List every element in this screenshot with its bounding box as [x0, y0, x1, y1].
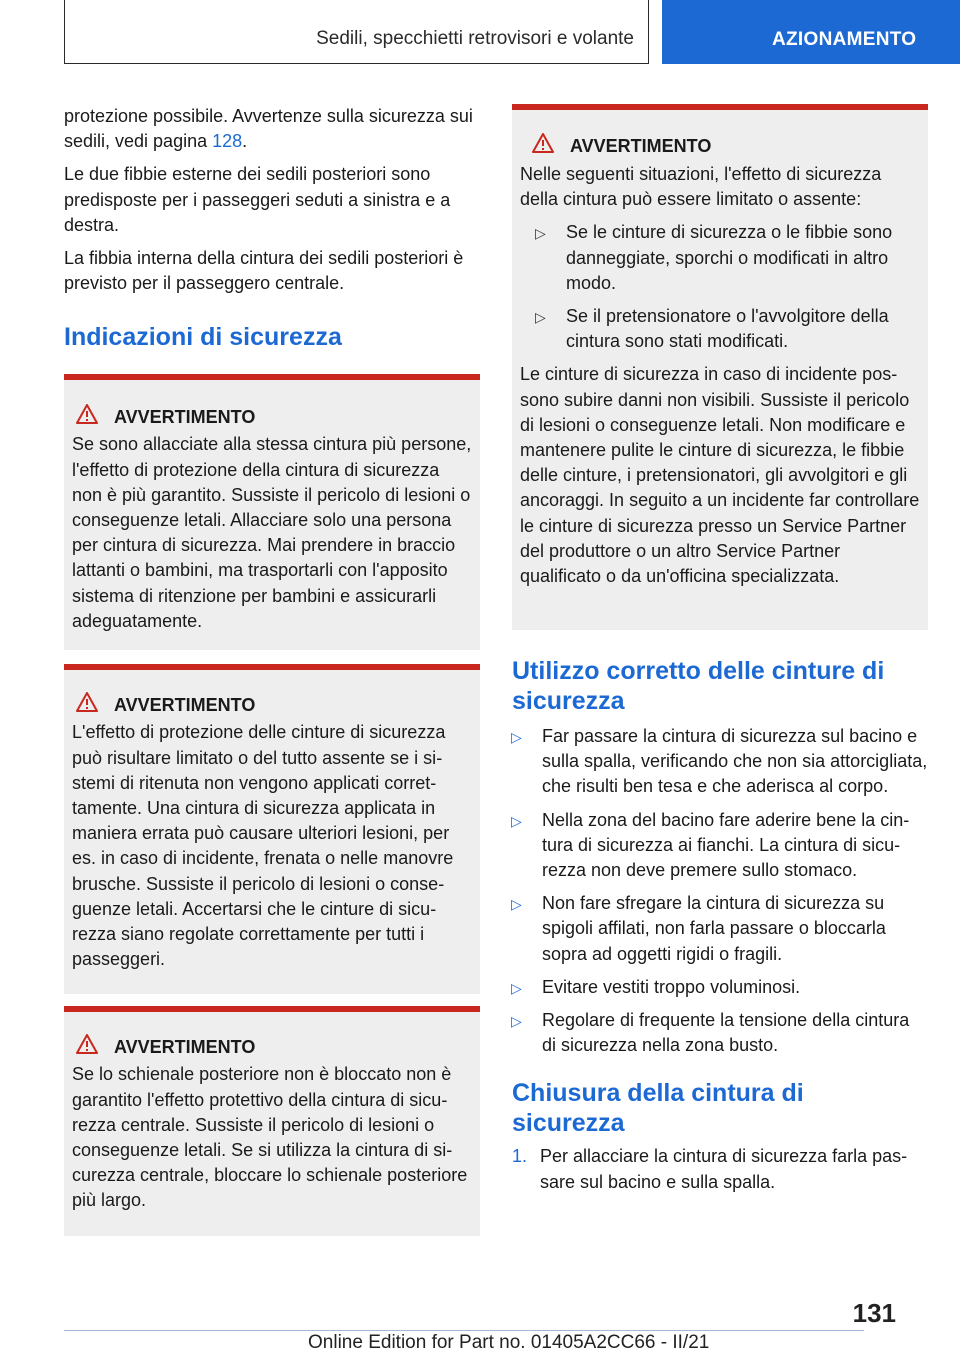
section-heading: Utilizzo corretto delle cinture di sicurezza: [512, 657, 885, 715]
warning-title-text: AVVERTIMENTO: [114, 1036, 256, 1057]
bullet-list: [506, 724, 928, 1058]
warning-body: Se lo schienale posteriore non è bloccato non è garantito l'effetto protettivo della cintura di sicurezza centrale. Sussiste il pericolo di lesioni o conseguenze letali. Se si utilizza la cintura di sicurezza centrale, bloccare lo schienale posteriore più largo.: [72, 1064, 468, 1211]
warning-box: [64, 374, 480, 650]
left-column: [64, 104, 480, 1236]
warning-title: [72, 404, 472, 430]
triangle-right-icon: ▷: [511, 896, 522, 913]
list-item: [506, 1008, 928, 1058]
list-item-text: Non fare sfregare la cintura di sicurezza su spigoli affilati, non farla passare o bloccarla sopra ad oggetti rigidi o fragili.: [542, 893, 886, 964]
warning-title-text: AVVERTIMENTO: [114, 694, 256, 715]
triangle-right-icon: ▷: [511, 1013, 522, 1030]
warning-triangle-icon: [76, 692, 98, 719]
warning-body: L'effetto di protezione delle cinture di sicurezza può risultare limitato o del tutto assente se i sistemi di ritenuta non vengono applicati correttamente. Una cintura di sicurezza applicata in maniera errata può causare ulteriori lesioni, per es. in caso di incidente, frenata o nelle manovre brusche. Sussiste il pericolo di lesioni o conseguenze letali. Accertarsi che le cinture di sicurezza siano regolate correttamente per tutti i passeggeri.: [72, 722, 454, 970]
page-link[interactable]: 128: [212, 131, 243, 152]
warning-body: Se sono allacciate alla stessa cintura più persone, l'effetto di protezione della cintura di sicurezza non è più garantito. Sussiste il pericolo di lesioni o conseguenze letali. Allacciare solo una persona per cintura di sicurezza. Mai prendere in braccio lattanti o bambini, ma trasportarli con l'apposito sistema di ritenzione per bambini e assicurarli adeguatamente.: [72, 434, 472, 631]
list-item: [530, 220, 920, 296]
triangle-right-icon: ▷: [535, 225, 546, 242]
list-item: [530, 304, 920, 354]
footer-divider: [64, 1330, 864, 1331]
page-number: 131: [852, 1298, 896, 1328]
section-heading: Indicazioni di sicurezza: [64, 323, 342, 352]
warning-box: [64, 1006, 480, 1236]
step-number: 1.: [512, 1146, 528, 1167]
warning-title-text: AVVERTIMENTO: [570, 136, 712, 157]
list-item-text: Nella zona del bacino fare aderire bene la cintura di sicurezza ai fianchi. La cintura di sicurezza non deve premere sullo stomaco.: [542, 809, 910, 881]
warning-box: [64, 664, 480, 994]
warning-triangle-icon: [76, 404, 98, 431]
warning-list: [530, 220, 920, 354]
list-item: [506, 975, 928, 1000]
step-item: [512, 1144, 928, 1194]
list-item-text: Regolare di frequente la tensione della cintura di sicurezza nella zona busto.: [542, 1010, 910, 1056]
warning-outro: Le cinture di sicurezza in caso di incidente possono subire danni non visibili. Sussiste il pericolo di lesioni o conseguenze letali. Non modificare e mantenere pulite le cinture di sicurezza, le fibbie delle cinture, i pretensionatori, gli avvolgitori e gli ancoraggi. In seguito a un incidente far controllare le cinture di sicurezza presso un Service Partner del produttore o un altro Service Partner qualificato o da un'officina specializzata.: [520, 364, 920, 587]
warning-title: [72, 692, 472, 718]
right-column: [512, 104, 928, 1195]
warning-title-text: AVVERTIMENTO: [114, 406, 256, 427]
list-item-text: Se il pretensionatore o l'avvolgitore della cintura sono stati modificati.: [566, 306, 889, 352]
list-item-text: Se le cinture di sicurezza o le fibbie sono danneggiate, sporchi o modificati in altro modo.: [566, 222, 893, 293]
triangle-right-icon: ▷: [535, 309, 546, 326]
triangle-right-icon: ▷: [511, 812, 522, 829]
paragraph-text: protezione possibile. Avvertenze sulla sicurezza sui sedili, vedi pagina: [64, 106, 473, 152]
section-header: [64, 0, 649, 64]
paragraph: [64, 104, 480, 154]
warning-intro: Nelle seguenti situazioni, l'effetto di sicurezza della cintura può essere limitato o assente:: [520, 164, 882, 210]
section-title: Sedili, specchietti retrovisori e volante: [316, 28, 634, 49]
warning-title: [520, 134, 920, 160]
triangle-right-icon: ▷: [511, 729, 522, 745]
step-text: Per allacciare la cintura di sicurezza farla passare sul bacino e sulla spalla.: [540, 1146, 908, 1192]
warning-title: [72, 1034, 472, 1060]
section-heading: Chiusura della cintura di sicurezza: [512, 1079, 804, 1138]
footer-edition: Online Edition for Part no. 01405A2CC66 - II/21: [308, 1332, 710, 1353]
chapter-tab[interactable]: [662, 0, 960, 64]
paragraph-end: .: [242, 131, 248, 152]
list-item: [506, 724, 928, 800]
list-item: [506, 891, 928, 967]
numbered-steps: [512, 1144, 928, 1194]
warning-triangle-icon: [76, 1034, 98, 1061]
list-item-text: Far passare la cintura di sicurezza sul bacino e sulla spalla, verificando che non sia attorcigliata, che risulti ben tesa e che aderisca al corpo.: [542, 726, 928, 797]
paragraph: La fibbia interna della cintura dei sedili posteriori è previsto per il passeggero centrale.: [64, 248, 464, 294]
warning-box: [512, 104, 928, 630]
paragraph: Le due fibbie esterne dei sedili posteriori sono predisposte per i passeggeri seduti a sinistra e a destra.: [64, 164, 451, 235]
triangle-right-icon: ▷: [511, 979, 522, 996]
warning-triangle-icon: [532, 133, 554, 160]
chapter-title: AZIONAMENTO: [772, 29, 917, 50]
list-item-text: Evitare vestiti troppo voluminosi.: [542, 976, 801, 997]
list-item: [506, 808, 928, 884]
